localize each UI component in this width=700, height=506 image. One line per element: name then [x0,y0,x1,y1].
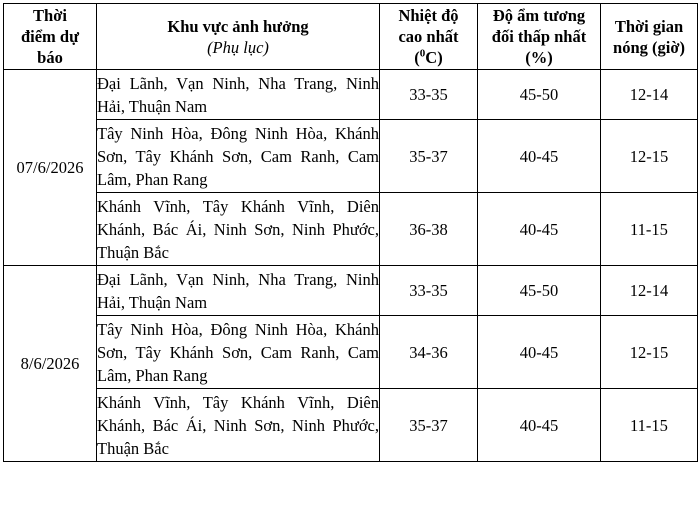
heat-forecast-table [3,3,698,462]
header-forecast-time-line1: Thời [33,6,67,25]
header-heat-hours-line1: Thời gian [614,16,684,36]
table-row [4,316,698,389]
area-cell: Đại Lãnh, Vạn Ninh, Nha Trang, Ninh Hải, Thuận Nam [97,266,380,316]
header-min-humidity [478,4,601,70]
forecast-date-cell: 07/6/2026 [4,70,97,266]
heat-hours-cell: 11-15 [601,193,698,266]
min-humidity-cell: 40-45 [478,193,601,266]
area-cell: Đại Lãnh, Vạn Ninh, Nha Trang, Ninh Hải, Thuận Nam [97,70,380,120]
header-unit-close: C) [425,48,443,67]
header-max-temperature-line2: cao nhất [398,27,459,46]
min-humidity-cell: 40-45 [478,389,601,462]
min-humidity-cell: 45-50 [478,266,601,316]
header-max-temperature-line1: Nhiệt độ [398,6,459,25]
header-unit-open: ( [414,48,420,67]
header-affected-area-appendix: (Phụ lục) [207,37,269,57]
table-row [4,70,698,120]
header-heat-hours [601,4,698,70]
table-row [4,266,698,316]
header-min-humidity-line3: (%) [525,48,553,67]
min-humidity-cell: 45-50 [478,70,601,120]
area-cell: Khánh Vĩnh, Tây Khánh Vĩnh, Diên Khánh, Bác Ái, Ninh Sơn, Ninh Phước, Thuận Bắc [97,193,380,266]
header-heat-hours-line2: nóng (giờ) [613,37,685,57]
header-unit-degree: 0 [419,47,426,60]
min-humidity-cell: 40-45 [478,120,601,193]
header-forecast-time [4,4,97,70]
heat-hours-cell: 12-15 [601,316,698,389]
header-max-temperature-unit [414,48,442,67]
heat-hours-cell: 11-15 [601,389,698,462]
max-temperature-cell: 35-37 [380,120,478,193]
forecast-date-cell: 8/6/2026 [4,266,97,462]
min-humidity-cell: 40-45 [478,316,601,389]
heat-hours-cell: 12-15 [601,120,698,193]
max-temperature-cell: 34-36 [380,316,478,389]
header-min-humidity-line1: Độ ẩm tương [492,6,586,25]
table-row [4,120,698,193]
header-forecast-time-line2: điểm dự [20,27,80,46]
header-row [4,4,698,70]
heat-hours-cell: 12-14 [601,266,698,316]
max-temperature-cell: 36-38 [380,193,478,266]
heat-hours-cell: 12-14 [601,70,698,120]
header-min-humidity-line2: đối thấp nhất [491,27,587,46]
table-row [4,389,698,462]
header-affected-area [97,4,380,70]
area-cell: Tây Ninh Hòa, Đông Ninh Hòa, Khánh Sơn, Tây Khánh Sơn, Cam Ranh, Cam Lâm, Phan Rang [97,120,380,193]
area-cell: Tây Ninh Hòa, Đông Ninh Hòa, Khánh Sơn, Tây Khánh Sơn, Cam Ranh, Cam Lâm, Phan Rang [97,316,380,389]
area-cell: Khánh Vĩnh, Tây Khánh Vĩnh, Diên Khánh, Bác Ái, Ninh Sơn, Ninh Phước, Thuận Bắc [97,389,380,462]
max-temperature-cell: 33-35 [380,266,478,316]
header-forecast-time-line3: báo [37,48,63,67]
header-affected-area-title: Khu vực ảnh hưởng [167,16,309,36]
header-max-temperature [380,4,478,70]
table-row [4,193,698,266]
max-temperature-cell: 35-37 [380,389,478,462]
max-temperature-cell: 33-35 [380,70,478,120]
